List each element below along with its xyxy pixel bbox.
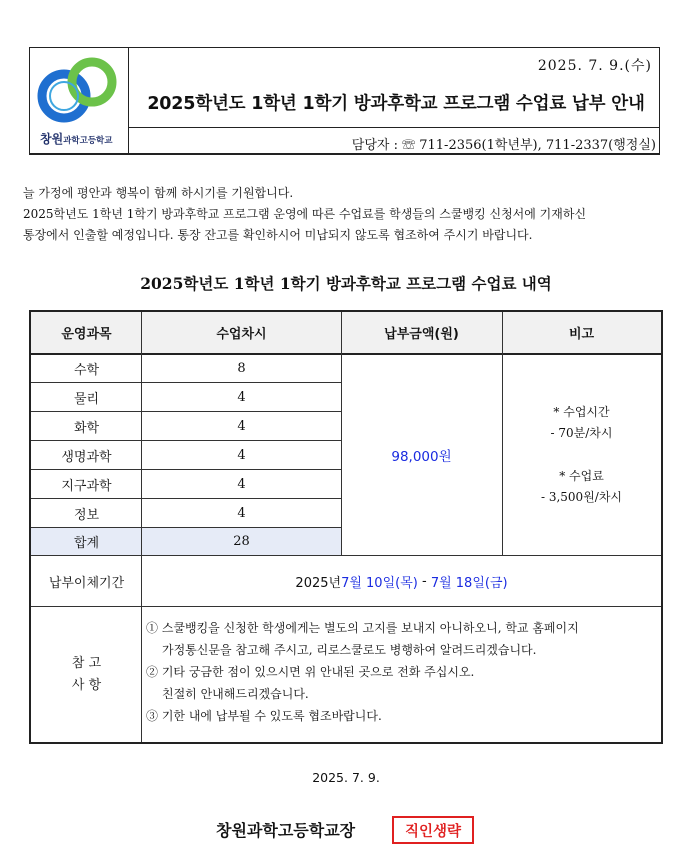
notes-label-line: 사 항 [71,677,102,693]
table-cell-sessions: 4 [237,447,246,463]
period-value [142,556,661,606]
table-header-remarks: 비고 [502,312,661,353]
remark-line: - 3,500원/차시 [540,489,623,504]
notes-label [31,607,142,742]
table-rule [31,555,661,556]
table-cell-sessions: 8 [237,360,246,376]
table-rule [141,312,142,742]
table-cell-subject: 생명과학 [61,449,112,465]
header-divider [128,127,660,128]
table-cell-subject: 수학 [73,362,100,378]
page-title: 2025학년도 1학년 1학기 방과후학교 프로그램 수업료 납부 안내 [147,94,645,114]
period-start: 7월 10일(목) [341,575,418,591]
note-line: ① 스쿨뱅킹을 신청한 학생에게는 별도의 고지를 보내지 아니하오니, 학교 홈페이지 [146,621,579,635]
table-cell-subject: 정보 [73,507,100,523]
table-rule [31,440,341,441]
table-cell-sessions: 4 [237,505,246,521]
table-cell-remarks [502,354,661,555]
header-date: 2025. 7. 9.(수) [537,58,652,74]
note-line: ③ 기한 내에 납부될 수 있도록 협조바랍니다. [146,709,382,723]
intro-paragraph [23,183,673,246]
table-rule [502,312,503,556]
table-rule [31,469,341,470]
table-rule [31,353,661,355]
table-rule [31,411,341,412]
contact-info: 담당자 : ☏ 711-2356(1학년부), 711-2337(행정실) [351,138,656,153]
note-line: ② 기타 궁금한 점이 있으시면 위 안내된 곳으로 전화 주십시오. [146,665,475,679]
intro-line: 통장에서 인출할 예정입니다. 통장 잔고를 확인하시어 미납되지 않도록 협조하여 주시기 바랍니다. [23,228,533,242]
table-header-amount: 납부금액(원) [341,312,502,353]
period-label: 납부이체기간 [48,575,125,591]
logo-school-name: 창원과학고등학교 [40,132,113,146]
footer-date: 2025. 7. 9. [312,770,380,785]
table-cell-amount: 98,000원 [391,448,452,465]
table-cell-total-label: 합계 [31,528,142,555]
table-cell-sessions: 4 [237,476,246,492]
table-cell-subject: 물리 [73,391,100,407]
header-divider [128,47,129,155]
remark-line: * 수업시간 [553,404,610,419]
table-rule [31,498,341,499]
period-prefix: 2025년 [295,575,342,591]
section-title: 2025학년도 1학년 1학기 방과후학교 프로그램 수업료 내역 [140,274,552,293]
table-cell-subject: 화학 [73,420,100,436]
remark-line: - 70분/차시 [550,425,613,440]
table-header-subject: 운영과목 [31,312,142,353]
note-line: 가정통신문을 참고해 주시고, 리로스쿨로도 병행하여 알려드리겠습니다. [162,643,537,657]
seal-omitted-stamp: 직인생략 [392,816,474,844]
table-rule [31,606,661,607]
school-logo [30,52,126,130]
table-rule [341,312,342,556]
table-cell-total-sessions: 28 [142,528,341,555]
period-end: 7월 18일(금) [430,575,508,591]
table-cell-subject: 지구과학 [61,478,112,494]
intro-line: 늘 가정에 평안과 행복이 함께 하시기를 기원합니다. [23,186,294,200]
period-sep: - [417,573,431,589]
remark-line: * 수업료 [559,468,604,483]
table-rule [31,527,341,528]
table-header-sessions: 수업차시 [142,312,341,353]
intro-line: 2025학년도 1학년 1학기 방과후학교 프로그램 운영에 따른 수업료를 학생들의 스쿨뱅킹 신청서에 기재하신 [23,207,587,221]
table-rule [31,382,341,383]
note-line: 친절히 안내해드리겠습니다. [162,687,309,701]
principal-signature: 창원과학고등학교장 [216,821,356,840]
notes-label-line: 참 고 [71,655,102,671]
notes-content [146,617,662,727]
table-cell-sessions: 4 [237,418,246,434]
table-cell-sessions: 4 [237,389,246,405]
